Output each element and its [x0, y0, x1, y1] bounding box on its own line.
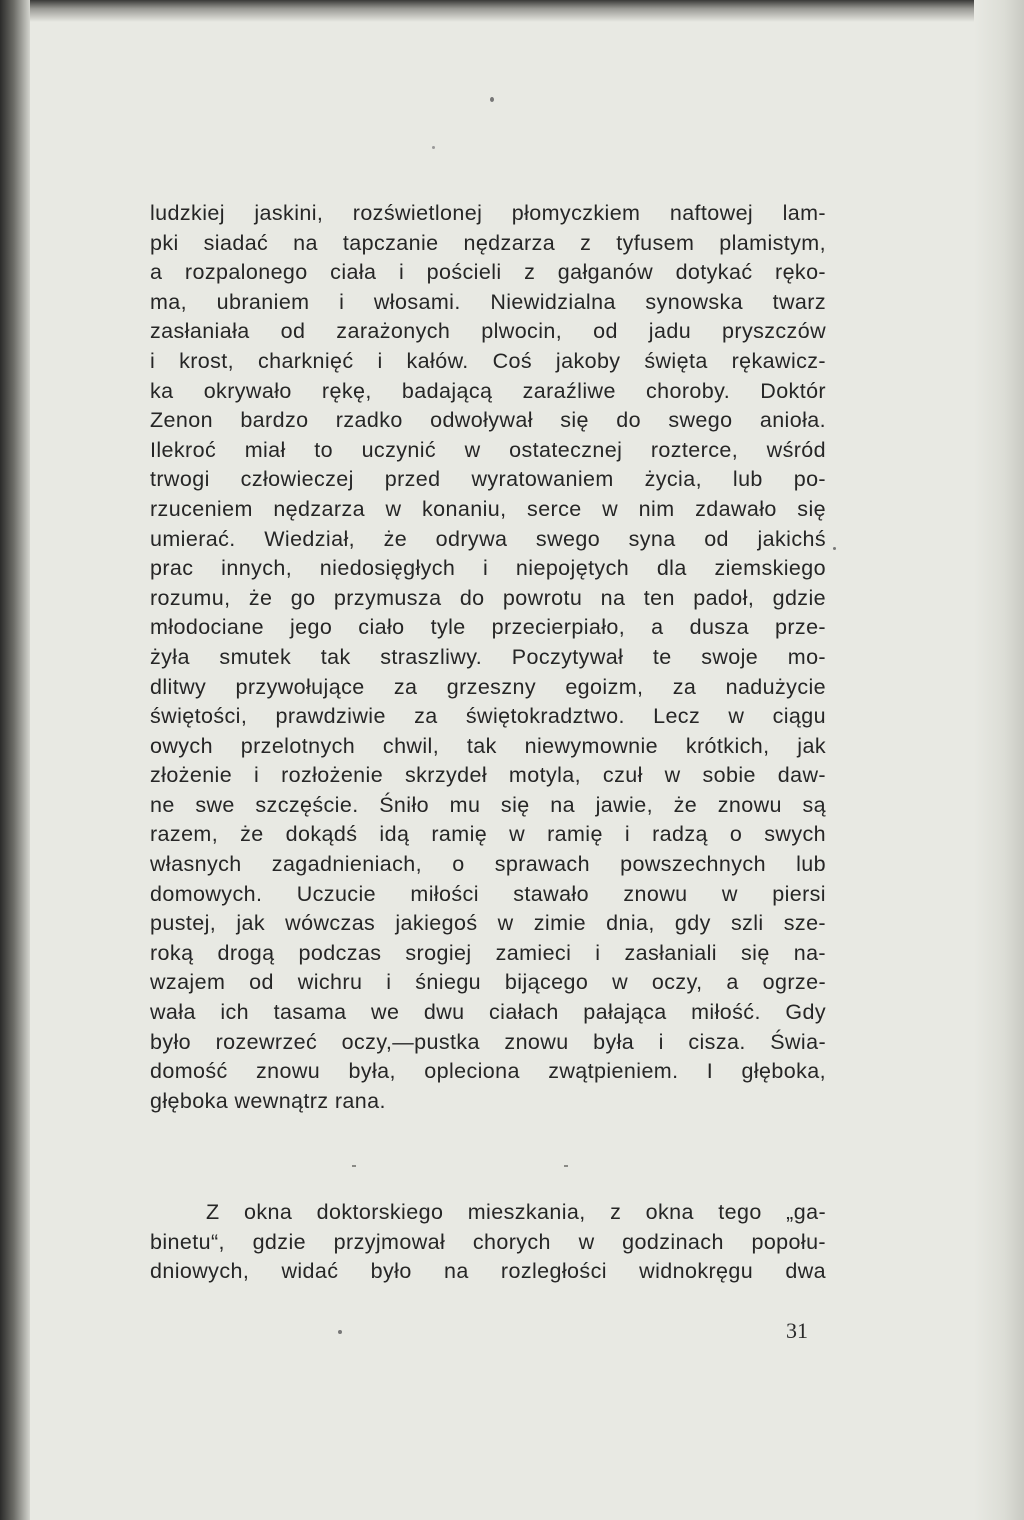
text-line: trwogi człowieczej przed wyratowaniem życia, lub po- [150, 467, 826, 492]
text-line: dniowych, widać było na rozległości widnokręgu dwa [150, 1259, 826, 1284]
text-line: ludzkiej jaskini, rozświetlonej płomyczkiem naftowej lam- [150, 201, 826, 225]
text-line: złożenie i rozłożenie skrzydeł motyla, czuł w sobie daw- [150, 763, 826, 788]
text-line: umierać. Wiedział, że odrywa swego syna od jakichś [150, 526, 826, 551]
text-line: domowych. Uczucie miłości stawało znowu w piersi [150, 881, 826, 906]
text-line: dlitwy przywołujące za grzeszny egoizm, za nadużycie [150, 674, 826, 699]
text-line: pustej, jak wówczas jakiegoś w zimie dnia, gdy szli sze- [150, 911, 826, 936]
text-line: ne swe szczęście. Śniło mu się na jawie, że znowu są [150, 792, 826, 817]
text-line: a rozpalonego ciała i pościeli z gałganów dotykać ręko- [150, 260, 826, 285]
text-line: Z okna doktorskiego mieszkania, z okna tego „ga- [206, 1200, 826, 1224]
text-line: rzuceniem nędzarza w konaniu, serce w nim zdawało się [150, 496, 826, 521]
text-line: świętości, prawdziwie za świętokradztwo. Lecz w ciągu [150, 704, 826, 729]
second-paragraph [150, 1198, 826, 1287]
text-line: zasłaniała od zarażonych plwocin, od jadu pryszczów [150, 319, 826, 344]
page-binding-edge [0, 0, 30, 1520]
text-line: domość znowu była, opleciona zwątpieniem. I głęboka, [150, 1059, 826, 1084]
text-line: głęboka wewnątrz rana. [150, 1088, 386, 1113]
text-line: razem, że dokądś idą ramię w ramię i radzą o swych [150, 822, 826, 847]
paper-speck [432, 146, 435, 149]
text-line: własnych zagadnieniach, o sprawach powszechnych lub [150, 852, 826, 877]
paper-speck [338, 1330, 342, 1334]
text-line: binetu“, gdzie przyjmował chorych w godzinach popołu- [150, 1229, 826, 1254]
text-line: żyła smutek tak straszliwy. Poczytywał te swoje mo- [150, 644, 826, 669]
text-line: i krost, charknięć i kałów. Coś jakoby święta rękawicz- [150, 348, 826, 373]
text-line: było rozewrzeć oczy,—pustka znowu była i cisza. Świa- [150, 1029, 826, 1054]
paper-speck [490, 97, 494, 102]
text-line: roką drogą podczas srogiej zamieci i zasłaniali się na- [150, 940, 826, 965]
page-right-edge [974, 0, 1024, 1520]
text-line: rozumu, że go przymusza do powrotu na ten padoł, gdzie [150, 585, 826, 610]
paper-speck [833, 547, 836, 550]
text-line: prac innych, niedosięgłych i niepojętych dla ziemskiego [150, 556, 826, 581]
section-separator [352, 1165, 572, 1169]
text-line: owych przelotnych chwil, tak niewymownie krótkich, jak [150, 733, 826, 758]
page-number: 31 [786, 1318, 808, 1343]
text-line: wała ich tasama we dwu ciałach pałająca miłość. Gdy [150, 1000, 826, 1025]
text-line: Ilekroć miał to uczynić w ostatecznej rozterce, wśród [150, 437, 826, 462]
text-line: pki siadać na tapczanie nędzarza z tyfusem plamistym, [150, 230, 826, 255]
text-line: ma, ubraniem i włosami. Niewidzialna synowska twarz [150, 289, 826, 314]
text-line: młodociane jego ciało tyle przecierpiało, a dusza prze- [150, 615, 826, 640]
text-line: ka okrywało rękę, badającą zaraźliwe choroby. Doktór [150, 378, 826, 403]
text-line: wzajem od wichru i śniegu bijącego w oczy, a ogrze- [150, 970, 826, 995]
text-line: Zenon bardzo rzadko odwoływał się do swego anioła. [150, 408, 826, 433]
main-paragraph [150, 199, 826, 1116]
page-top-edge [0, 0, 1024, 22]
